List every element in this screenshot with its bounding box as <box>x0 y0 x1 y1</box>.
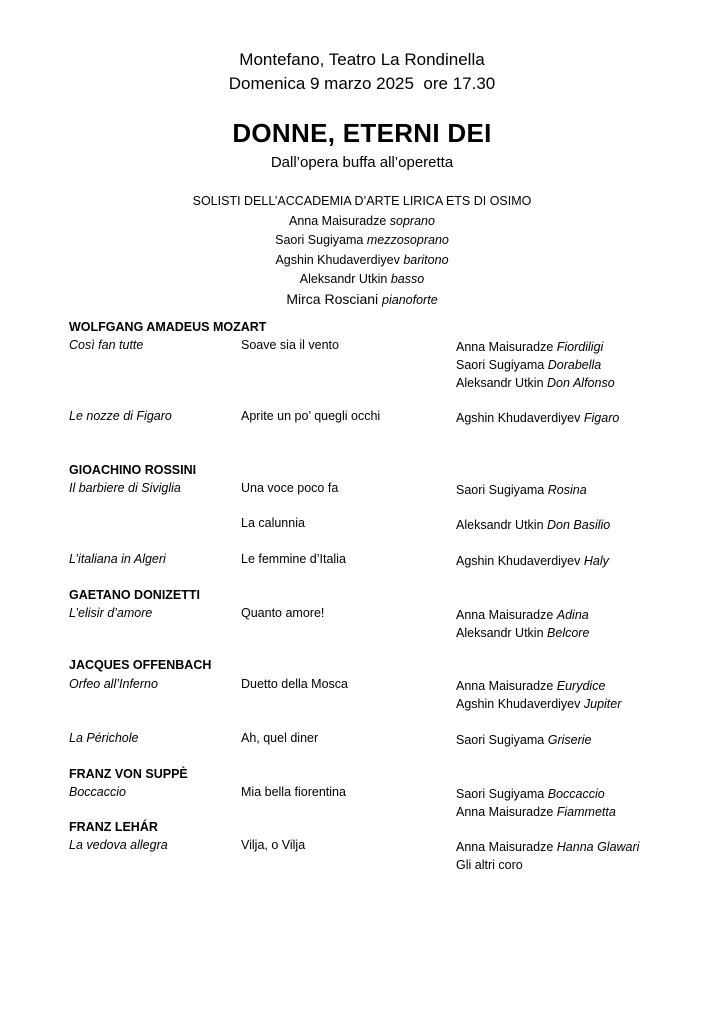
soloists-block <box>0 192 724 310</box>
cast-line <box>456 356 615 374</box>
cast-list <box>456 409 619 427</box>
singer-name: Saori Sugiyama <box>456 483 545 497</box>
soloist-voice: soprano <box>389 213 435 228</box>
pianist-instrument: pianoforte <box>382 292 438 307</box>
cast-line <box>456 606 589 624</box>
concert-title: DONNE, ETERNI DEI <box>232 118 492 148</box>
character-role: Boccaccio <box>547 787 605 801</box>
character-role: Haly <box>583 554 609 568</box>
aria-title: Soave sia il vento <box>241 338 339 352</box>
cast-line <box>456 695 621 713</box>
aria-title: Mia bella fiorentina <box>241 785 346 799</box>
cast-line <box>456 552 609 570</box>
soloist-line <box>0 231 724 251</box>
cast-list <box>456 606 589 642</box>
opera-title: L’italiana in Algeri <box>69 552 166 566</box>
cast-line <box>456 338 615 356</box>
venue-line: Montefano, Teatro La Rondinella <box>239 50 485 69</box>
cast-list <box>456 516 610 534</box>
cast-list <box>456 552 609 570</box>
character-role: Don Alfonso <box>547 376 615 390</box>
opera-title: Il barbiere di Siviglia <box>69 481 181 495</box>
soloist-name: Aleksandr Utkin <box>299 272 388 286</box>
cast-list <box>456 731 592 749</box>
date-time-line: Domenica 9 marzo 2025 ore 17.30 <box>228 74 496 93</box>
singer-name: Anna Maisuradze <box>456 608 554 622</box>
character-role: Hanna Glawari <box>556 840 640 854</box>
soloist-name: Anna Maisuradze <box>289 213 387 228</box>
soloists-heading: SOLISTI DELL’ACCADEMIA D’ARTE LIRICA ETS DI OSIMO <box>192 194 532 208</box>
singer-name: Gli altri coro <box>456 858 523 872</box>
singer-name: Saori Sugiyama <box>456 733 545 747</box>
singer-name: Anna Maisuradze <box>456 679 554 693</box>
character-role: Belcore <box>547 626 590 640</box>
cast-line <box>456 785 616 803</box>
cast-list <box>456 677 621 713</box>
singer-name: Aleksandr Utkin <box>456 518 544 532</box>
cast-list <box>456 481 587 499</box>
soloist-voice: mezzosoprano <box>366 233 449 247</box>
opera-title: L’elisir d’amore <box>69 606 153 620</box>
opera-title: Boccaccio <box>69 785 126 799</box>
aria-title: Aprite un po’ quegli occhi <box>241 409 381 423</box>
opera-title: La vedova allegra <box>69 838 168 852</box>
cast-line <box>456 677 621 695</box>
singer-name: Agshin Khudaverdiyev <box>456 554 581 568</box>
opera-title: La Périchole <box>69 731 139 745</box>
composer-heading: FRANZ VON SUPPÈ <box>69 767 188 781</box>
cast-list <box>456 785 616 821</box>
cast-line <box>456 838 639 856</box>
character-role: Jupiter <box>583 697 622 711</box>
composer-heading: WOLFGANG AMADEUS MOZART <box>69 320 267 334</box>
singer-name: Aleksandr Utkin <box>456 376 544 390</box>
aria-title: Una voce poco fa <box>241 481 339 495</box>
aria-title: Duetto della Mosca <box>241 677 349 691</box>
singer-name: Aleksandr Utkin <box>456 626 544 640</box>
aria-title: Le femmine d’Italia <box>241 552 346 566</box>
character-role: Eurydice <box>556 679 606 693</box>
cast-list <box>456 838 639 874</box>
aria-title: La calunnia <box>241 516 305 530</box>
composer-heading: GAETANO DONIZETTI <box>69 588 201 602</box>
cast-line <box>456 803 616 821</box>
cast-line <box>456 624 589 642</box>
soloist-name: Agshin Khudaverdiyev <box>275 252 400 267</box>
opera-title: Le nozze di Figaro <box>69 409 172 423</box>
soloist-name: Saori Sugiyama <box>275 233 364 247</box>
composer-heading: GIOACHINO ROSSINI <box>69 463 197 477</box>
aria-title: Ah, quel diner <box>241 731 319 745</box>
soloist-line <box>0 212 724 232</box>
character-role: Rosina <box>547 483 587 497</box>
character-role: Fiordiligi <box>556 340 604 354</box>
cast-list <box>456 338 615 392</box>
soloist-line <box>0 270 724 290</box>
character-role: Griserie <box>547 733 592 747</box>
opera-title: Così fan tutte <box>69 338 144 352</box>
cast-line <box>456 856 639 874</box>
concert-subtitle: Dall’opera buffa all’operetta <box>270 154 454 171</box>
cast-line <box>456 481 587 499</box>
aria-title: Quanto amore! <box>241 606 325 620</box>
singer-name: Anna Maisuradze <box>456 840 554 854</box>
pianist-name: Mirca Rosciani <box>286 290 379 307</box>
aria-title: Vilja, o Vilja <box>241 838 306 852</box>
singer-name: Saori Sugiyama <box>456 358 545 372</box>
singer-name: Agshin Khudaverdiyev <box>456 697 581 711</box>
character-role: Adina <box>556 608 589 622</box>
character-role: Dorabella <box>547 358 602 372</box>
composer-heading: FRANZ LEHÁR <box>69 820 158 834</box>
character-role: Fiammetta <box>556 805 616 819</box>
soloist-line <box>0 251 724 271</box>
cast-line <box>456 731 592 749</box>
pianist-line <box>0 290 724 311</box>
cast-line <box>456 516 610 534</box>
singer-name: Agshin Khudaverdiyev <box>456 411 581 425</box>
soloist-voice: baritono <box>403 252 449 267</box>
cast-line <box>456 409 619 427</box>
singer-name: Anna Maisuradze <box>456 340 554 354</box>
cast-line <box>456 374 615 392</box>
character-role: Figaro <box>583 411 620 425</box>
singer-name: Anna Maisuradze <box>456 805 554 819</box>
soloist-voice: basso <box>390 272 425 286</box>
singer-name: Saori Sugiyama <box>456 787 545 801</box>
composer-heading: JACQUES OFFENBACH <box>69 658 212 672</box>
opera-title: Orfeo all’Inferno <box>69 677 158 691</box>
character-role: Don Basilio <box>547 518 611 532</box>
venue-block <box>0 48 724 96</box>
